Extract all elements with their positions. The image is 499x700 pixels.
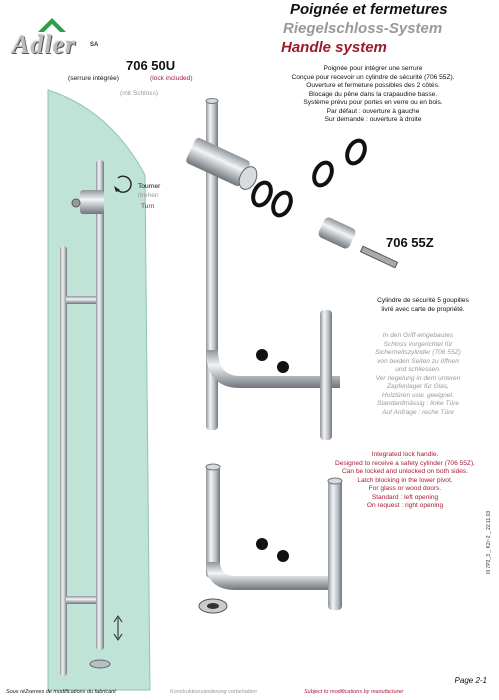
lock-body (80, 190, 104, 214)
product-code-cylinder: 706 55Z (386, 235, 434, 250)
bottom-pivot (90, 660, 110, 668)
cylinder-description: Cylindre de sécurité 5 goupilles livré avec carte de propriété. (377, 297, 469, 313)
handle-bar-outer (60, 246, 67, 676)
document-reference: III 7P2_3 _ K2i~2 _ 22.11.03 (486, 510, 492, 574)
title-en: Handle system (281, 39, 387, 56)
turn-label-en: Turn (141, 203, 155, 210)
turn-label-de: drehen (138, 192, 159, 199)
handle-bar-inner (96, 160, 104, 650)
page-number: Page 2-1 (454, 676, 487, 685)
product-subtitle-de: (mit Schloss) (120, 90, 159, 97)
exploded-bar-2 (320, 310, 332, 440)
product-code-main: 706 50U (126, 58, 176, 73)
brand-suffix: SA (90, 42, 99, 48)
product-subtitle-en: (lock included) (150, 75, 193, 82)
description-de: In den Griff eingebautes Schloss vorgerichtet für Sicherheitszylinder (706 55Z) von beiden Seiten zu öffnen und schliessen. Ver riegelung in dem unteren Zapfenlager für Glas, Holztüren usw. geeignet. Standardmässig : linke Türe Auf Anfrage : reche Türe (375, 332, 461, 416)
description-fr: Poignée pour intégrer une serrure Conçue pour recevoir un cylindre de sécurité (706 55Z). Ouverture et fermeture possibles des 2 côtés. Blocage du pêne dans la crapaudine basse. Système prévu pour portes en verre ou en bois. Par défaut : ouverture à gauche Sur demande : ouverture à droite (291, 65, 455, 123)
gasket-rings (250, 138, 369, 219)
handle-standoff-top (66, 296, 96, 304)
description-en: Integrated lock handle. Designed to receive a safety cylinder (706 55Z). Can be locked and unlocked on both sides. Latch blocking in the lower pivot. For glass or wood doors. Standard : left opening On request : right opening (334, 451, 475, 509)
lock-knob (72, 199, 80, 207)
security-cylinder (317, 216, 357, 250)
handle-standoff-bottom (66, 596, 96, 604)
footer-en: Subject to modifications by manufacturer (304, 689, 404, 695)
product-subtitle-fr: (serrure intégrée) (68, 75, 119, 82)
footer-de: Konstruktionsänderung vorbehalten (170, 689, 257, 695)
lower-bar-1 (206, 466, 220, 578)
title-fr: Poignée et fermetures (290, 1, 448, 18)
exploded-bar-curve (206, 350, 340, 388)
brand-name: Adler (12, 30, 77, 59)
turn-label-fr: Tourner (138, 183, 161, 190)
title-de: Riegelschloss-System (283, 20, 443, 37)
footer-fr: Sous ré2serves de modifications du fabricant (6, 689, 116, 695)
